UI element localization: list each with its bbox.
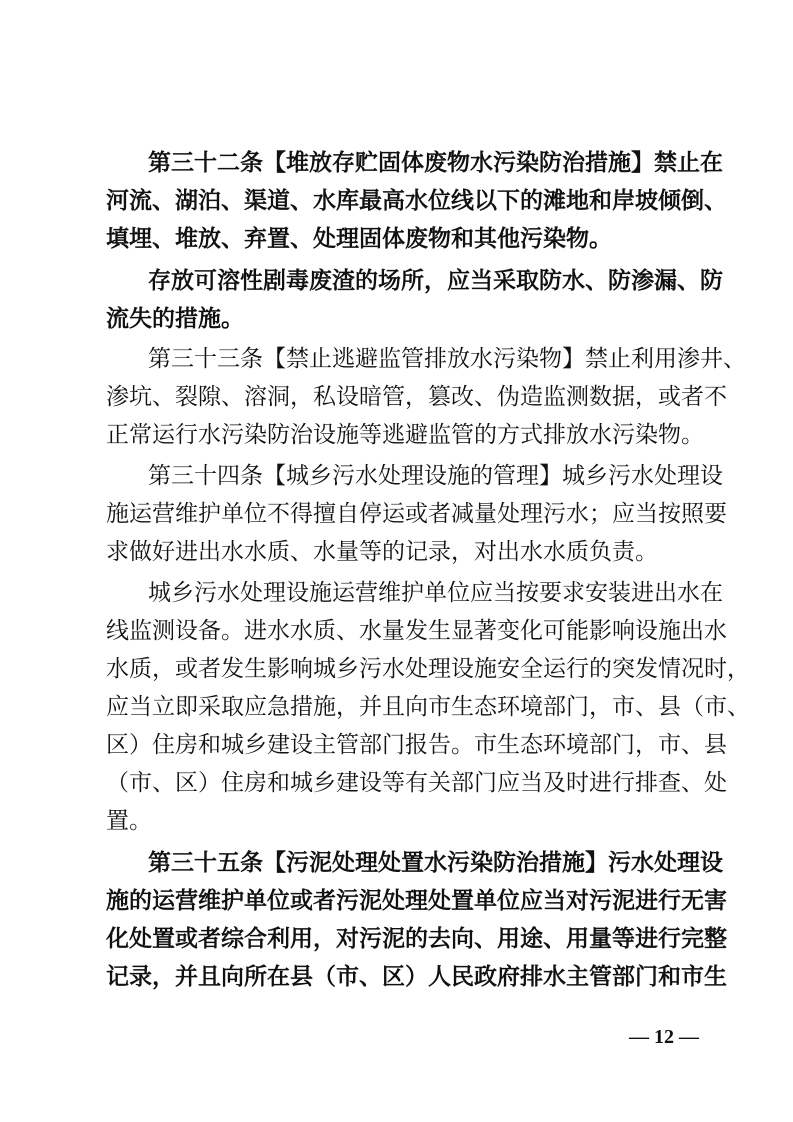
paragraph-3-line-3: 正常运行水污染防治设施等逃避监管的方式排放水污染物。: [106, 422, 704, 448]
paragraph-5-line-7: 置。: [106, 808, 152, 834]
paragraph-4-line-3: 求做好进出水水质、水量等的记录，对出水水质负责。: [106, 539, 658, 565]
paragraph-1-line-2: 河流、湖泊、渠道、水库最高水位线以下的滩地和岸坡倾倒、: [106, 187, 727, 214]
paragraph-6-line-1: 第三十五条【污泥处理处置水污染防治措施】污水处理设: [148, 849, 723, 876]
paragraph-5-line-3: 水质，或者发生影响城乡污水处理设施安全运行的突发情况时，: [106, 656, 750, 682]
page-number: — 12 —: [629, 1026, 699, 1048]
paragraph-6-line-4: 记录，并且向所在县（市、区）人民政府排水主管部门和市生: [106, 963, 727, 990]
paragraph-5-line-5: 区）住房和城乡建设主管部门报告。市生态环境部门，市、县: [106, 732, 727, 758]
paragraph-5-line-6: （市、区）住房和城乡建设等有关部门应当及时进行排查、处: [106, 770, 727, 796]
paragraph-4-line-2: 施运营维护单位不得擅自停运或者减量处理污水；应当按照要: [106, 501, 727, 527]
paragraph-4-line-1: 第三十四条【城乡污水处理设施的管理】城乡污水处理设: [148, 463, 723, 489]
paragraph-3-line-2: 渗坑、裂隙、溶洞，私设暗管，篡改、伪造监测数据，或者不: [106, 384, 727, 410]
paragraph-5-line-2: 线监测设备。进水水质、水量发生显著变化可能影响设施出水: [106, 618, 727, 644]
paragraph-6-line-2: 施的运营维护单位或者污泥处理处置单位应当对污泥进行无害: [106, 887, 727, 914]
paragraph-2-line-1: 存放可溶性剧毒废渣的场所，应当采取防水、防渗漏、防: [148, 267, 723, 294]
paragraph-3-line-1: 第三十三条【禁止逃避监管排放水污染物】禁止利用渗井、: [148, 346, 746, 372]
paragraph-5-line-1: 城乡污水处理设施运营维护单位应当按要求安装进出水在: [148, 580, 723, 606]
paragraph-2-line-2: 流失的措施。: [106, 305, 244, 332]
paragraph-1-line-1: 第三十二条【堆放存贮固体废物水污染防治措施】禁止在: [148, 149, 723, 176]
paragraph-5-line-4: 应当立即采取应急措施，并且向市生态环境部门，市、县（市、: [106, 694, 750, 720]
paragraph-6-line-3: 化处置或者综合利用，对污泥的去向、用途、用量等进行完整: [106, 925, 727, 952]
paragraph-1-line-3: 填埋、堆放、弃置、处理固体废物和其他污染物。: [106, 225, 612, 252]
